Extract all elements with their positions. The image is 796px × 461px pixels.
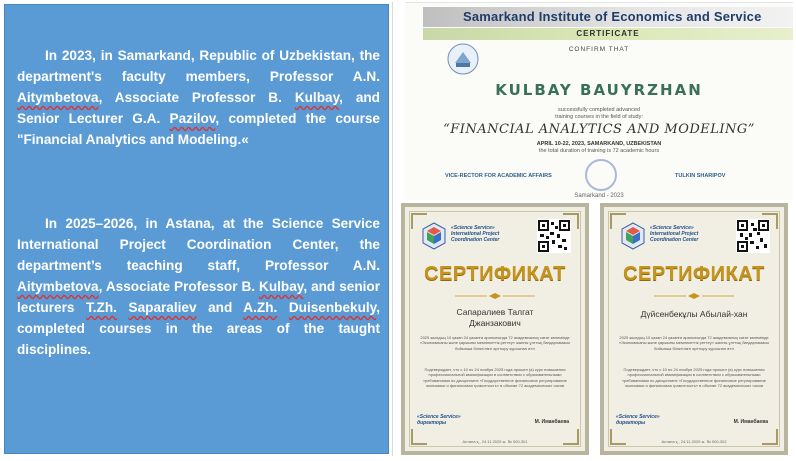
certificate-line1: successfully completed advanced: [558, 107, 640, 113]
divider-ornament-icon: [654, 293, 734, 299]
certificate-title: СЕРТИФИКАТ: [424, 263, 566, 285]
text-run: and: [196, 300, 244, 315]
paragraph-astana: [17, 213, 380, 360]
text-run: [117, 300, 129, 315]
text-run: , and Senior Lecturer G.A.: [17, 90, 380, 126]
flagged-word: Saparaliev: [128, 300, 197, 315]
certificate-signer-title: VICE-RECTOR FOR ACADEMIC AFFAIRS: [445, 173, 552, 179]
certificate-footer-sign: М. Иманбаева: [534, 419, 569, 425]
flagged-word: Duisenbekuly: [288, 300, 377, 315]
certificate-title: СЕРТИФИКАТ: [623, 263, 765, 285]
text-run: , Associate Professor B.: [98, 279, 260, 294]
certificate-org: «Science Service» International Project Coordination Center: [650, 225, 699, 243]
flagged-word: Aitymbetova: [17, 279, 99, 294]
text-run: , completed courses in the areas of the taught disciplines.: [17, 300, 381, 357]
science-service-logo-icon: [419, 221, 449, 251]
text-run: , completed the course "Financial Analytics and Modeling.«: [17, 111, 380, 147]
recipient-name-line2: Джанзакович: [469, 318, 521, 328]
certificate-saparaliev: [401, 203, 589, 455]
certificate-number: Астана қ., 24.11.2025 ж. № 000-302: [661, 439, 727, 444]
certificate-text-ru: Подтверждает, что с 10 по 24 ноября 2025 года прошел (а) курс повышения профессиональной квалификации в соответствии с образовательными требованиями по дисциплине «Государственное финансовое регулирование экономики и финансовая грамотность» в объеме 72 академических часов: [622, 367, 766, 388]
recipient-name-line1: Дүйсенбекұлы Абылай-хан: [640, 309, 748, 319]
certificate-samarkand: [405, 2, 793, 200]
certificate-org: «Science Service» International Project Coordination Center: [451, 225, 500, 243]
divider-ornament-icon: [455, 293, 535, 299]
certificate-line2: training courses in the field of study:: [555, 114, 643, 120]
certificate-footer-sign: М. Иманбаева: [733, 419, 768, 425]
stamp-icon: [585, 159, 617, 191]
text-run: In 2025–2026, in Astana, at the Science Service International Project Coordination Center, the department’s teaching staff, Professor A.N.: [17, 216, 380, 273]
certificate-institution: Samarkand Institute of Economics and Service: [423, 7, 793, 27]
certificate-text-ru: Подтверждает, что с 10 по 24 ноября 2025 года прошел (а) курс повышения профессиональной квалификации в соответствии с образовательными требованиями по дисциплине «Государственное финансовое регулирование экономики и финансовая грамотность» в объеме 72 академических часов: [423, 367, 567, 388]
paragraph-samarkand: [17, 45, 380, 150]
science-service-logo-icon: [618, 221, 648, 251]
certificate-band: CERTIFICATE: [423, 28, 793, 40]
flagged-word: Aitymbetova: [17, 90, 99, 105]
flagged-word: Kulbay: [259, 279, 304, 294]
qr-code-icon: [736, 219, 770, 253]
certificate-course: “FINANCIAL ANALYTICS AND MODELING”: [443, 122, 755, 137]
flagged-word: Kulbay: [294, 90, 340, 105]
certificate-city-year: Samarkand - 2023: [574, 193, 624, 199]
divider: [392, 2, 393, 456]
flagged-word: Pazilov: [169, 111, 216, 126]
certificate-text-kz: 2025 жылдың 10 қазан 24 қазанға аралығында 72 академиялық сағат көлемінде «Экономиканы және қаржыны мемлекеттік реттеу» жалпы ұлттық бағдарламасы бойынша біліктілікті арттыру курсынан өтті: [419, 335, 571, 351]
certificate-duisenbekuly: [600, 203, 788, 455]
certificate-signer-name: TULKIN SHARIPOV: [675, 173, 726, 179]
certificate-text-kz: 2025 жылдың 10 қазан 24 қазанға аралығында 72 академиялық сағат көлемінде «Экономиканы және қаржыны мемлекеттік реттеу» жалпы ұлттық бағдарламасы бойынша біліктілікті арттыру курсынан өтті: [618, 335, 770, 351]
text-panel: [4, 4, 389, 454]
text-run: [277, 300, 289, 315]
certificate-footer-org: «Science Service» директоры: [616, 414, 660, 426]
certificate-hours: the total duration of training is 72 academic hours: [538, 148, 660, 154]
certificate-recipient: KULBAY BAUYRZHAN: [495, 81, 703, 99]
certificate-dates: APRIL 10-22, 2023, SAMARKAND, UZBEKISTAN: [536, 141, 662, 147]
text-run: , Associate Professor B.: [98, 90, 295, 105]
qr-code-icon: [537, 219, 571, 253]
recipient-name-line1: Сапаралиев Талгат: [456, 307, 534, 317]
certificate-footer-org: «Science Service» директоры: [417, 414, 461, 426]
text-run: , and senior lecturers: [17, 279, 380, 315]
flagged-word: A.Zh.: [243, 300, 278, 315]
text-run: In 2023, in Samarkand, Republic of Uzbekistan, the department's faculty members, Professor A.N.: [17, 48, 380, 84]
certificate-number: Астана қ., 24.11.2025 ж. № 000-301: [462, 439, 528, 444]
certificate-confirm: CONFIRM THAT: [568, 46, 630, 53]
flagged-word: T.Zh.: [85, 300, 117, 315]
